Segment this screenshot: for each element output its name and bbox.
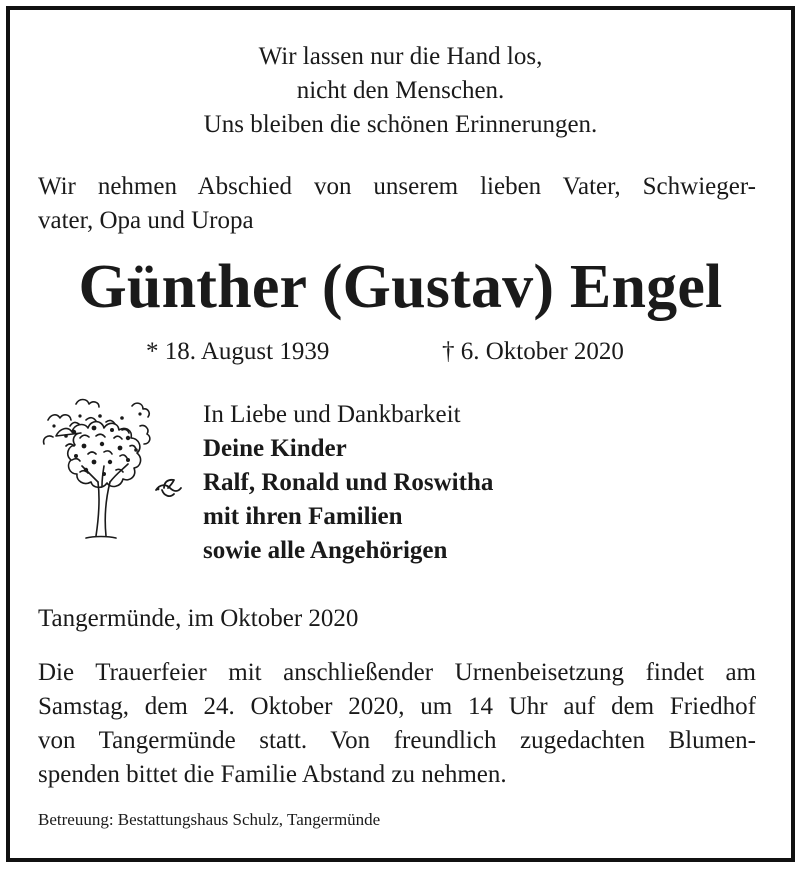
mourners-line-1: In Liebe und Dankbarkeit [203,401,461,428]
mourners-line-5: sowie alle Angehörigen [203,537,448,564]
place-date: Tangermünde, im Oktober 2020 [38,605,359,632]
death-date: † 6. Oktober 2020 [442,338,624,365]
poem-block [10,40,791,142]
ceremony-line-1: Die Trauerfeier mit anschließender Urnenbeisetzung findet am [38,659,756,686]
poem-line-1: Wir lassen nur die Hand los, [258,43,543,70]
deceased-name: Günther (Gustav) Engel [78,253,723,321]
ceremony-line-4: spenden bittet die Familie Abstand zu nehmen. [38,761,507,788]
undertaker-credit: Betreuung: Bestattungshaus Schulz, Tangermünde [38,810,381,829]
tree-icon [36,386,166,546]
intro-line-1: Wir nehmen Abschied von unserem lieben Vater, Schwieger- [38,173,756,200]
mourners-line-2: Deine Kinder [203,435,347,462]
ceremony-line-2: Samstag, dem 24. Oktober 2020, um 14 Uhr auf dem Friedhof [38,693,756,720]
poem-line-3: Uns bleiben die schönen Erinnerungen. [203,111,598,138]
mourners-line-3: Ralf, Ronald und Roswitha [203,469,494,496]
ceremony-line-3: von Tangermünde statt. Von freundlich zugedachten Blumen- [38,727,756,754]
poem-line-2: nicht den Menschen. [296,77,505,104]
mourners-block [203,398,493,568]
birth-date: * 18. August 1939 [146,338,330,365]
intro-line-2: vater, Opa und Uropa [38,207,254,234]
bird-icon [152,476,184,502]
obituary-notice [6,6,795,862]
mourners-line-4: mit ihren Familien [203,503,403,530]
